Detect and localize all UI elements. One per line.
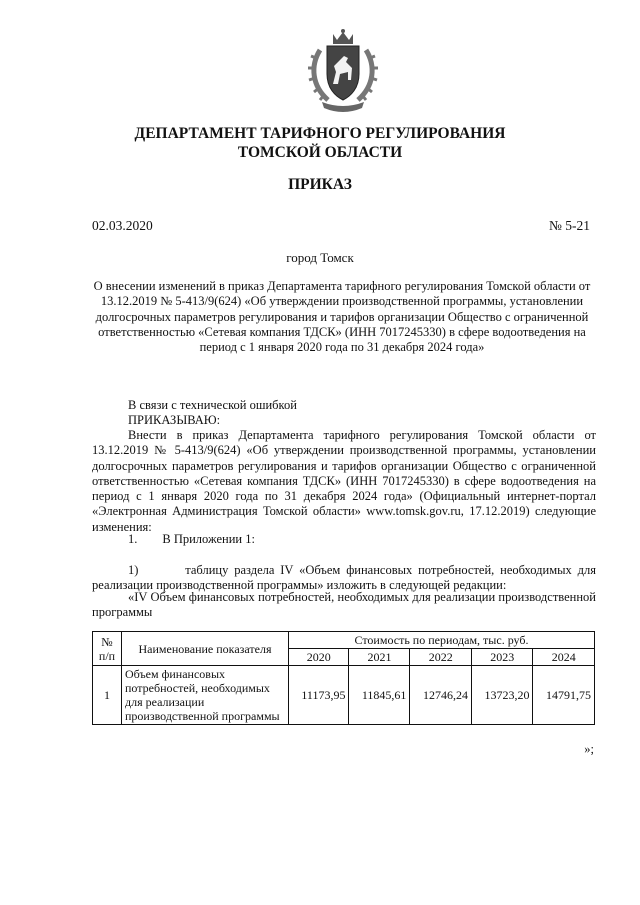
item-1: 1. В Приложении 1: [128, 532, 255, 546]
table-header-row [93, 632, 595, 649]
year-cell: 2020 [289, 649, 349, 666]
value-cell: 14791,75 [533, 666, 595, 725]
department-line-2: ТОМСКОЙ ОБЛАСТИ [237, 144, 403, 161]
coat-of-arms-icon [300, 28, 386, 114]
row-name: Объем финансовых потребностей, необходимых для реализации производственной программы [122, 666, 289, 725]
table-row [93, 666, 595, 725]
order-date: 02.03.2020 [92, 218, 153, 233]
value-cell: 12746,24 [410, 666, 472, 725]
value-cell: 11173,95 [289, 666, 349, 725]
department-name [40, 124, 600, 162]
subitem-1: 1) таблицу раздела IV «Объем финансовых потребностей, необходимых для реализации производственной программы» изложить в следующей редакции: [92, 563, 600, 593]
order-subject: О внесении изменений в приказ Департамента тарифного регулирования Томской области от 13.12.2019 № 5-413/9(624) «Об утверждении производственной программы, установлении долгосрочных параметров регулирования и тарифов организации Общество с ограниченной ответственностью «Сетевая компания ТДСК» (ИНН 7017245330) в сфере водоотведения на период с 1 января 2020 года по 31 декабря 2024 года» [93, 279, 591, 355]
row-num: 1 [93, 666, 122, 725]
main-paragraph: Внести в приказ Департамента тарифного регулирования Томской области от 13.12.2019 № 5-413/9(624) «Об утверждении производственной программы, установлении долгосрочных параметров регулирования и тарифов организации Общество с ограниченной ответственностью «Сетевая компания ТДСК» (ИНН 7017245330) в сфере водоотведения на период с 1 января 2020 года по 31 декабря 2024 года» (Официальный интернет-портал «Электронная Администрация Томской области» www.tomsk.gov.ru, 17.12.2019) следующие изменения: [92, 428, 596, 534]
header-cost: Стоимость по периодам, тыс. руб. [289, 632, 595, 649]
value-cell: 13723,20 [471, 666, 533, 725]
closing-quote: »; [584, 742, 594, 756]
year-cell: 2023 [471, 649, 533, 666]
order-word: ПРИКАЗЫВАЮ: [128, 413, 221, 427]
year-cell: 2022 [410, 649, 472, 666]
city: город Томск [286, 250, 354, 265]
year-cell: 2024 [533, 649, 595, 666]
header-name: Наименование показателя [122, 632, 289, 666]
value-cell: 11845,61 [349, 666, 410, 725]
order-title: ПРИКАЗ [288, 176, 352, 193]
reason-line: В связи с технической ошибкой [128, 398, 297, 412]
financial-table [92, 631, 595, 725]
order-number: № 5-21 [548, 218, 590, 233]
section-title: «IV Объем финансовых потребностей, необходимых для реализации производственной программы [92, 590, 596, 620]
department-line-1: ДЕПАРТАМЕНТ ТАРИФНОГО РЕГУЛИРОВАНИЯ [134, 125, 506, 142]
year-cell: 2021 [349, 649, 410, 666]
header-num: № п/п [93, 632, 122, 666]
